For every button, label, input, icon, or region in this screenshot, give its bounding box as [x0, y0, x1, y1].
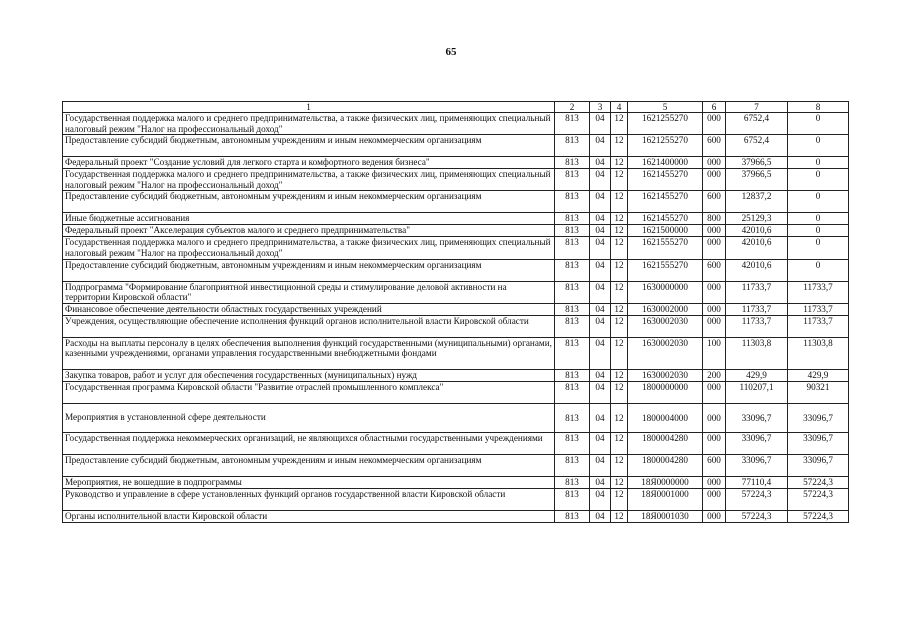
row-c4-cell: 12 — [611, 488, 628, 510]
row-c7-cell: 33096,7 — [726, 403, 788, 432]
row-c7-cell: 37966,5 — [726, 169, 788, 191]
row-c2-cell: 813 — [555, 237, 590, 259]
row-c5-cell: 1800004280 — [628, 454, 703, 476]
table-header-row — [63, 102, 849, 113]
row-c3-cell: 04 — [590, 381, 611, 403]
row-c7-cell: 25129,3 — [726, 213, 788, 225]
row-c5-cell: 1800004000 — [628, 403, 703, 432]
column-header: 7 — [726, 102, 788, 113]
table-row — [63, 281, 849, 303]
row-c5-cell: 18Я0001030 — [628, 510, 703, 522]
row-c5-cell: 1630000000 — [628, 281, 703, 303]
row-c8-cell: 57224,3 — [788, 488, 849, 510]
row-name-cell: Руководство и управление в сфере установленных функций органов государственной власти Кировской области — [63, 488, 555, 510]
table-row — [63, 476, 849, 488]
row-c3-cell: 04 — [590, 454, 611, 476]
row-c2-cell: 813 — [555, 259, 590, 281]
row-c3-cell: 04 — [590, 315, 611, 337]
row-name-cell: Учреждения, осуществляющие обеспечение исполнения функций органов исполнительной власти Кировской области — [63, 315, 555, 337]
row-c5-cell: 1621255270 — [628, 135, 703, 157]
column-header: 4 — [611, 102, 628, 113]
row-c8-cell: 11303,8 — [788, 337, 849, 369]
row-c6-cell: 000 — [703, 169, 726, 191]
row-c3-cell: 04 — [590, 510, 611, 522]
row-c6-cell: 000 — [703, 488, 726, 510]
row-c8-cell: 90321 — [788, 381, 849, 403]
row-c6-cell: 000 — [703, 281, 726, 303]
row-c4-cell: 12 — [611, 113, 628, 135]
row-c7-cell: 12837,2 — [726, 191, 788, 213]
row-name-cell: Федеральный проект "Создание условий для легкого старта и комфортного ведения бизнеса" — [63, 157, 555, 169]
row-c4-cell: 12 — [611, 157, 628, 169]
row-c3-cell: 04 — [590, 213, 611, 225]
row-c8-cell: 33096,7 — [788, 403, 849, 432]
row-c5-cell: 1621455270 — [628, 191, 703, 213]
table-row — [63, 169, 849, 191]
row-c8-cell: 0 — [788, 135, 849, 157]
table-row — [63, 337, 849, 369]
row-c7-cell: 33096,7 — [726, 432, 788, 454]
row-c2-cell: 813 — [555, 476, 590, 488]
row-c4-cell: 12 — [611, 454, 628, 476]
row-c6-cell: 000 — [703, 303, 726, 315]
row-c7-cell: 429,9 — [726, 369, 788, 381]
row-c2-cell: 813 — [555, 303, 590, 315]
table-row — [63, 381, 849, 403]
page-number: 65 — [445, 46, 457, 58]
row-c5-cell: 1630002030 — [628, 369, 703, 381]
row-c4-cell: 12 — [611, 381, 628, 403]
row-c3-cell: 04 — [590, 281, 611, 303]
row-c2-cell: 813 — [555, 213, 590, 225]
row-c3-cell: 04 — [590, 157, 611, 169]
row-c6-cell: 600 — [703, 454, 726, 476]
row-c2-cell: 813 — [555, 337, 590, 369]
table-row — [63, 225, 849, 237]
row-c5-cell: 1621555270 — [628, 259, 703, 281]
row-c3-cell: 04 — [590, 191, 611, 213]
table-row — [63, 303, 849, 315]
table-row — [63, 259, 849, 281]
column-header: 1 — [63, 102, 555, 113]
row-c2-cell: 813 — [555, 225, 590, 237]
row-c2-cell: 813 — [555, 191, 590, 213]
row-c8-cell: 0 — [788, 113, 849, 135]
row-c7-cell: 110207,1 — [726, 381, 788, 403]
table-row — [63, 315, 849, 337]
row-c3-cell: 04 — [590, 403, 611, 432]
row-name-cell: Предоставление субсидий бюджетным, автономным учреждениям и иным некоммерческим организациям — [63, 454, 555, 476]
table-row — [63, 191, 849, 213]
row-c5-cell: 1630002030 — [628, 315, 703, 337]
row-c6-cell: 800 — [703, 213, 726, 225]
row-c8-cell: 57224,3 — [788, 476, 849, 488]
row-name-cell: Государственная программа Кировской области "Развитие отраслей промышленного комплекса" — [63, 381, 555, 403]
row-c8-cell: 11733,7 — [788, 315, 849, 337]
row-c2-cell: 813 — [555, 432, 590, 454]
table-row — [63, 454, 849, 476]
column-header: 6 — [703, 102, 726, 113]
row-c5-cell: 1621500000 — [628, 225, 703, 237]
row-c7-cell: 77110,4 — [726, 476, 788, 488]
row-c5-cell: 1630002000 — [628, 303, 703, 315]
row-c6-cell: 600 — [703, 135, 726, 157]
row-c4-cell: 12 — [611, 213, 628, 225]
table-row — [63, 510, 849, 522]
row-name-cell: Предоставление субсидий бюджетным, автономным учреждениям и иным некоммерческим организациям — [63, 135, 555, 157]
row-c4-cell: 12 — [611, 225, 628, 237]
row-c6-cell: 000 — [703, 510, 726, 522]
row-c5-cell: 1630002030 — [628, 337, 703, 369]
row-c4-cell: 12 — [611, 337, 628, 369]
row-c3-cell: 04 — [590, 432, 611, 454]
row-c6-cell: 000 — [703, 432, 726, 454]
row-c4-cell: 12 — [611, 237, 628, 259]
row-c2-cell: 813 — [555, 403, 590, 432]
row-c3-cell: 04 — [590, 369, 611, 381]
row-name-cell: Государственная поддержка малого и среднего предпринимательства, а также физических лиц, применяющих специальный налоговый режим "Налог на профессиональный доход" — [63, 169, 555, 191]
row-c5-cell: 1800000000 — [628, 381, 703, 403]
table-row — [63, 135, 849, 157]
row-c3-cell: 04 — [590, 259, 611, 281]
row-c8-cell: 33096,7 — [788, 432, 849, 454]
row-c8-cell: 0 — [788, 225, 849, 237]
column-header: 2 — [555, 102, 590, 113]
row-name-cell: Закупка товаров, работ и услуг для обеспечения государственных (муниципальных) нужд — [63, 369, 555, 381]
row-c3-cell: 04 — [590, 476, 611, 488]
row-name-cell: Органы исполнительной власти Кировской области — [63, 510, 555, 522]
row-c8-cell: 0 — [788, 169, 849, 191]
row-c5-cell: 1800004280 — [628, 432, 703, 454]
row-c6-cell: 000 — [703, 315, 726, 337]
row-c6-cell: 000 — [703, 476, 726, 488]
row-c5-cell: 1621455270 — [628, 169, 703, 191]
row-c4-cell: 12 — [611, 259, 628, 281]
row-c8-cell: 0 — [788, 259, 849, 281]
row-name-cell: Государственная поддержка малого и среднего предпринимательства, а также физических лиц, применяющих специальный налоговый режим "Налог на профессиональный доход" — [63, 113, 555, 135]
row-c6-cell: 600 — [703, 259, 726, 281]
row-c7-cell: 42010,6 — [726, 237, 788, 259]
row-c5-cell: 1621255270 — [628, 113, 703, 135]
row-c2-cell: 813 — [555, 157, 590, 169]
row-c3-cell: 04 — [590, 169, 611, 191]
row-c6-cell: 000 — [703, 237, 726, 259]
row-name-cell: Предоставление субсидий бюджетным, автономным учреждениям и иным некоммерческим организациям — [63, 259, 555, 281]
row-c6-cell: 000 — [703, 225, 726, 237]
row-c2-cell: 813 — [555, 381, 590, 403]
row-c8-cell: 0 — [788, 237, 849, 259]
row-c5-cell: 18Я0000000 — [628, 476, 703, 488]
row-c4-cell: 12 — [611, 281, 628, 303]
row-name-cell: Предоставление субсидий бюджетным, автономным учреждениям и иным некоммерческим организациям — [63, 191, 555, 213]
row-c4-cell: 12 — [611, 476, 628, 488]
row-c6-cell: 000 — [703, 113, 726, 135]
row-c7-cell: 33096,7 — [726, 454, 788, 476]
row-name-cell: Федеральный проект "Акселерация субъектов малого и среднего предпринимательства" — [63, 225, 555, 237]
row-c2-cell: 813 — [555, 135, 590, 157]
row-name-cell: Государственная поддержка малого и среднего предпринимательства, а также физических лиц, применяющих специальный налоговый режим "Налог на профессиональный доход" — [63, 237, 555, 259]
row-c6-cell: 000 — [703, 381, 726, 403]
row-c7-cell: 42010,6 — [726, 259, 788, 281]
row-c8-cell: 11733,7 — [788, 303, 849, 315]
table-row — [63, 403, 849, 432]
table-row — [63, 237, 849, 259]
row-name-cell: Подпрограмма "Формирование благоприятной инвестиционной среды и стимулирование деловой активности на территории Кировской области" — [63, 281, 555, 303]
row-name-cell: Государственная поддержка некоммерческих организаций, не являющихся областными государственными учреждениями — [63, 432, 555, 454]
row-c8-cell: 11733,7 — [788, 281, 849, 303]
row-c4-cell: 12 — [611, 432, 628, 454]
row-c5-cell: 1621455270 — [628, 213, 703, 225]
row-c8-cell: 0 — [788, 213, 849, 225]
row-c5-cell: 1621555270 — [628, 237, 703, 259]
row-c8-cell: 0 — [788, 191, 849, 213]
row-c4-cell: 12 — [611, 135, 628, 157]
row-c4-cell: 12 — [611, 403, 628, 432]
row-c8-cell: 0 — [788, 157, 849, 169]
row-c8-cell: 429,9 — [788, 369, 849, 381]
row-name-cell: Иные бюджетные ассигнования — [63, 213, 555, 225]
column-header: 5 — [628, 102, 703, 113]
row-c7-cell: 57224,3 — [726, 510, 788, 522]
row-c6-cell: 600 — [703, 191, 726, 213]
row-c7-cell: 11733,7 — [726, 315, 788, 337]
table-row — [63, 369, 849, 381]
row-c7-cell: 57224,3 — [726, 488, 788, 510]
row-c6-cell: 000 — [703, 403, 726, 432]
row-c3-cell: 04 — [590, 225, 611, 237]
row-c7-cell: 11733,7 — [726, 303, 788, 315]
row-c4-cell: 12 — [611, 315, 628, 337]
row-c6-cell: 200 — [703, 369, 726, 381]
row-c8-cell: 33096,7 — [788, 454, 849, 476]
row-c5-cell: 1621400000 — [628, 157, 703, 169]
row-c3-cell: 04 — [590, 303, 611, 315]
row-c2-cell: 813 — [555, 169, 590, 191]
row-c2-cell: 813 — [555, 281, 590, 303]
row-c6-cell: 000 — [703, 157, 726, 169]
row-c7-cell: 6752,4 — [726, 135, 788, 157]
row-c7-cell: 42010,6 — [726, 225, 788, 237]
row-c2-cell: 813 — [555, 315, 590, 337]
table-row — [63, 488, 849, 510]
row-c3-cell: 04 — [590, 488, 611, 510]
table-row — [63, 113, 849, 135]
row-name-cell: Мероприятия в установленной сфере деятельности — [63, 403, 555, 432]
row-c7-cell: 6752,4 — [726, 113, 788, 135]
row-c4-cell: 12 — [611, 369, 628, 381]
row-c4-cell: 12 — [611, 510, 628, 522]
row-name-cell: Расходы на выплаты персоналу в целях обеспечения выполнения функций государственными (муниципальными) органами, казенными учреждениями, органами управления государственными внебюджетными фондами — [63, 337, 555, 369]
row-name-cell: Финансовое обеспечение деятельности областных государственных учреждений — [63, 303, 555, 315]
column-header: 8 — [788, 102, 849, 113]
row-c4-cell: 12 — [611, 169, 628, 191]
budget-table — [62, 101, 849, 523]
row-c2-cell: 813 — [555, 488, 590, 510]
row-c2-cell: 813 — [555, 369, 590, 381]
row-c3-cell: 04 — [590, 237, 611, 259]
table-row — [63, 213, 849, 225]
row-c7-cell: 11733,7 — [726, 281, 788, 303]
column-header: 3 — [590, 102, 611, 113]
row-c8-cell: 57224,3 — [788, 510, 849, 522]
row-c6-cell: 100 — [703, 337, 726, 369]
row-c2-cell: 813 — [555, 113, 590, 135]
row-c3-cell: 04 — [590, 113, 611, 135]
table-body — [63, 113, 849, 523]
row-name-cell: Мероприятия, не вошедшие в подпрограммы — [63, 476, 555, 488]
row-c7-cell: 11303,8 — [726, 337, 788, 369]
row-c4-cell: 12 — [611, 303, 628, 315]
row-c7-cell: 37966,5 — [726, 157, 788, 169]
row-c3-cell: 04 — [590, 135, 611, 157]
row-c5-cell: 18Я0001000 — [628, 488, 703, 510]
row-c4-cell: 12 — [611, 191, 628, 213]
row-c2-cell: 813 — [555, 510, 590, 522]
row-c3-cell: 04 — [590, 337, 611, 369]
table-row — [63, 157, 849, 169]
row-c2-cell: 813 — [555, 454, 590, 476]
table-row — [63, 432, 849, 454]
